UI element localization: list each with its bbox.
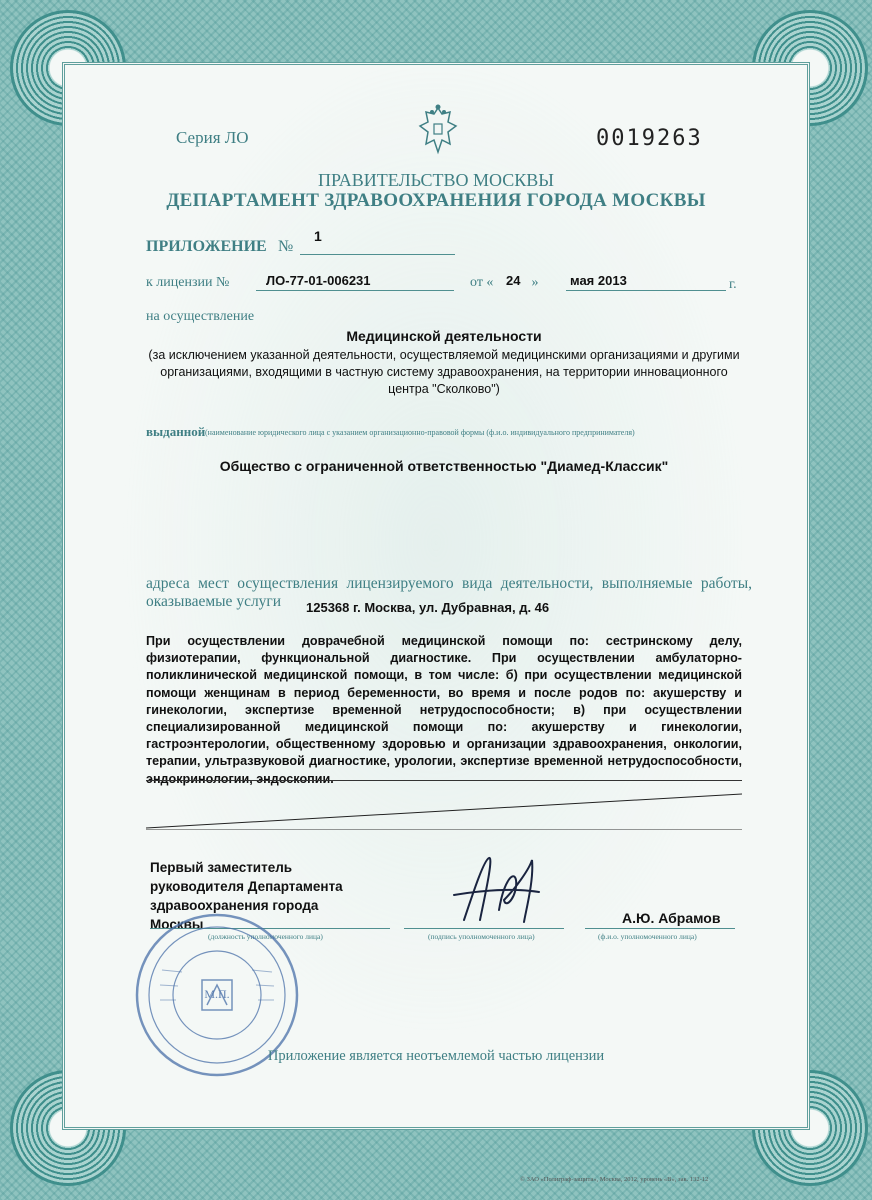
annex-number: 1 [314, 228, 322, 244]
activity-title: Медицинской деятельности [346, 328, 542, 344]
annex-number-line [300, 254, 455, 255]
license-number-line [256, 290, 454, 291]
signer-position: Первый заместитель руководителя Департамента здравоохранения города Москвы [150, 860, 343, 932]
signer-name: А.Ю. Абрамов [622, 910, 721, 926]
services-text: При осуществлении доврачебной медицинской помощи по: сестринскому делу, физиотерапии, функциональной диагностике. При осуществлении амбулаторно-поликлинической медицинской помощи, в том числе: б) при осуществлении медицинской помощи женщинам в период беременности, во время и после родов по: акушерству и гинекологии, экспертизе временной нетрудоспособности; в) при осуществлении специализированной медицинской помощи по: акушерству и гинекологии, гастроэнтерологии, общественному здоровью и организации здравоохранения, онкологии, терапии, ультразвуковой диагностике, урологии, экспертизе временной нетрудоспособности, эндокринологии, эндоскопии. [146, 634, 742, 786]
issued-hint: (наименование юридического лица с указанием организационно-правовой формы (ф.и.о. индивидуального предпринимателя) [205, 428, 635, 437]
purpose-label: на осуществление [146, 309, 255, 324]
series-label: Серия ЛО [176, 128, 249, 147]
signature-hint: (подпись уполномоченного лица) [428, 932, 535, 941]
footer-note: Приложение является неотъемлемой частью лицензии [267, 1048, 605, 1064]
license-label: к лицензии № [146, 275, 230, 290]
organization-name: Общество с ограниченной ответственностью "Диамед-Классик" [219, 458, 669, 474]
license-day: 24 [506, 273, 521, 288]
coat-of-arms-icon [416, 104, 460, 156]
year-suffix: г. [729, 277, 737, 292]
document-number: 0019263 [596, 126, 703, 151]
annex-label: ПРИЛОЖЕНИЕ [146, 238, 267, 255]
department-title: ДЕПАРТАМЕНТ ЗДРАВООХРАНЕНИЯ ГОРОДА МОСКВЫ [166, 190, 706, 211]
handwritten-signature [444, 850, 554, 930]
position-hint: (должность уполномоченного лица) [208, 932, 323, 941]
date-from-label: от « » [470, 275, 539, 290]
services-underline [146, 780, 742, 781]
name-line [585, 928, 735, 929]
license-number: ЛО-77-01-006231 [266, 273, 371, 288]
stamp-center-text: М.П. [204, 987, 230, 1001]
name-hint: (ф.и.о. уполномоченного лица) [598, 932, 697, 941]
license-date-line [566, 290, 726, 291]
strike-through-line [146, 790, 742, 830]
annex-number-label: № [278, 238, 294, 255]
address-value: 125368 г. Москва, ул. Дубравная, д. 46 [306, 600, 550, 615]
issued-label: выданной [146, 424, 206, 439]
activity-note: (за исключением указанной деятельности, осуществляемой медицинскими организациями и другими организациями, входящими в частную систему здравоохранения, на территории инновационного центра "Сколково") [148, 348, 740, 396]
printer-imprint: © ЗАО «Полиграф-защита», Москва, 2012, уровень «В», зак. 132-12 [520, 1176, 709, 1183]
license-month-year: мая 2013 [570, 273, 627, 288]
government-title: ПРАВИТЕЛЬСТВО МОСКВЫ [317, 170, 554, 190]
address-label: адреса мест осуществления лицензируемого вида деятельности, выполняемые работы, оказываемые услуги [146, 575, 752, 610]
